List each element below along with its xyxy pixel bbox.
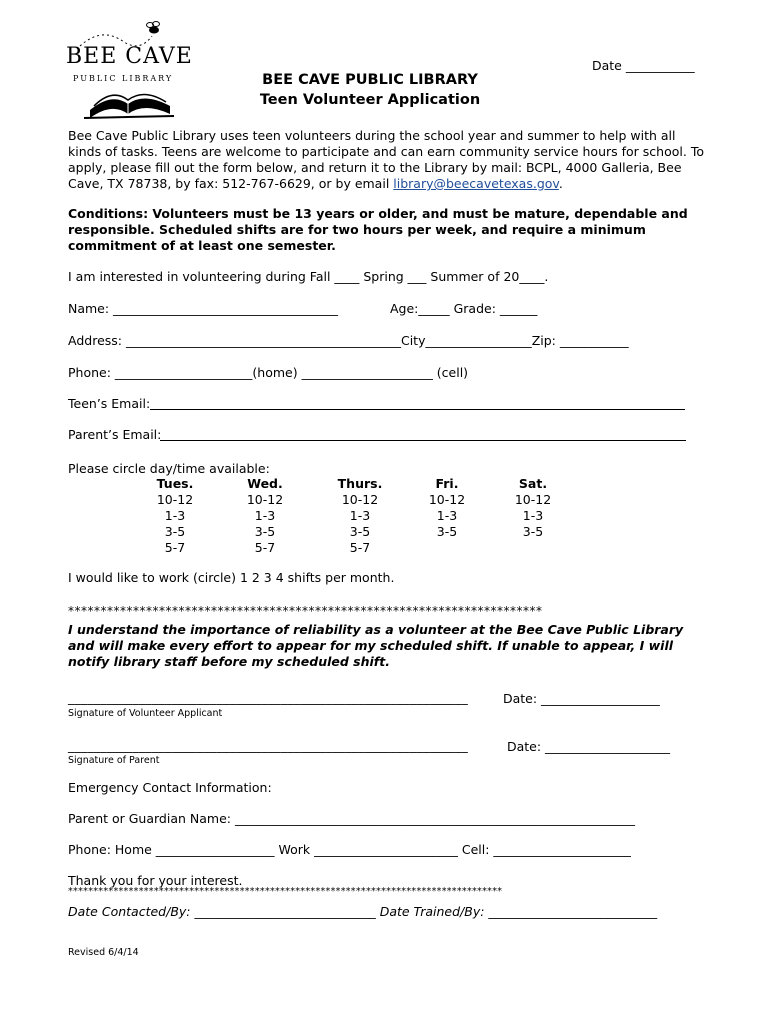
schedule-time[interactable]: 5-7 <box>349 540 371 555</box>
library-email-link[interactable]: library@beecavetexas.gov <box>393 176 559 191</box>
schedule-time[interactable]: 5-7 <box>254 540 276 555</box>
intro-end: . <box>558 176 563 191</box>
schedule-column-wed <box>230 476 300 556</box>
schedule-time[interactable]: 10-12 <box>428 492 466 507</box>
bee-open-book-logo-icon <box>62 18 197 122</box>
page-subtitle: Teen Volunteer Application <box>259 92 481 108</box>
emergency-title: Emergency Contact Information: <box>68 780 272 795</box>
schedule-day: Fri. <box>435 476 459 491</box>
parent-email-line[interactable] <box>160 440 686 441</box>
volunteer-signature-caption: Signature of Volunteer Applicant <box>68 708 223 719</box>
schedule-time[interactable]: 10-12 <box>156 492 194 507</box>
schedule-day: Thurs. <box>337 476 383 491</box>
schedule-column-sat <box>498 476 568 540</box>
schedule-time[interactable]: 10-12 <box>514 492 552 507</box>
date-field: Date ___________ <box>592 58 695 73</box>
schedule-time[interactable]: 3-5 <box>164 524 186 539</box>
schedule-time[interactable]: 10-12 <box>246 492 284 507</box>
revised-date: Revised 6/4/14 <box>68 947 139 958</box>
volunteer-signature-date[interactable]: Date: ___________________ <box>503 691 660 706</box>
schedule-time[interactable]: 5-7 <box>164 540 186 555</box>
intro-paragraph <box>68 128 708 192</box>
schedule-time[interactable]: 1-3 <box>349 508 371 523</box>
conditions-paragraph: Conditions: Volunteers must be 13 years or older, and must be mature, dependable and responsible. Scheduled shifts are for two hours per week, and require a minimum commitment of at least one semester. <box>68 206 688 253</box>
parent-signature-line[interactable]: ______________________________________________________________ <box>68 738 468 753</box>
parent-signature-caption: Signature of Parent <box>68 755 160 766</box>
schedule-time[interactable]: 3-5 <box>436 524 458 539</box>
parent-signature-date[interactable]: Date: ____________________ <box>507 739 671 754</box>
intro-text: Bee Cave Public Library uses teen volunteers during the school year and summer to help with all kinds of tasks. Teens are welcome to participate and can earn community service hours for school. To apply, please fill out the form below, and return it to the Library by mail: BCPL, 4000 Galleria, Bee Cave, TX 78738, by fax: 512-767-6629, or by email <box>68 128 704 191</box>
phone-field[interactable]: Phone: ______________________(home) _____________________ (cell) <box>68 365 469 380</box>
schedule-time[interactable]: 3-5 <box>254 524 276 539</box>
schedule-time[interactable]: 1-3 <box>436 508 458 523</box>
logo-subtitle: PUBLIC LIBRARY <box>73 74 174 83</box>
circle-label: Please circle day/time available: <box>68 461 270 476</box>
schedule-column-thurs <box>325 476 395 556</box>
shifts-line[interactable]: I would like to work (circle) 1 2 3 4 shifts per month. <box>68 570 395 585</box>
schedule-time[interactable]: 10-12 <box>341 492 379 507</box>
pledge-paragraph: I understand the importance of reliability as a volunteer at the Bee Cave Public Library and will make every effort to appear for my scheduled shift. If unable to appear, I will notify library staff before my scheduled shift. <box>68 622 684 669</box>
schedule-time[interactable]: 1-3 <box>522 508 544 523</box>
teen-email-line[interactable] <box>150 409 685 410</box>
volunteer-signature-line[interactable]: ______________________________________________________________ <box>68 690 468 705</box>
office-use-line[interactable]: Date Contacted/By: _____________________________ Date Trained/By: ___________________________ <box>68 904 658 919</box>
address-field[interactable]: Address: ____________________________________________City_________________Zip: ___________ <box>68 333 629 348</box>
logo-title: BEE CAVE <box>66 44 193 69</box>
library-logo <box>62 18 197 122</box>
interest-line[interactable]: I am interested in volunteering during Fall ____ Spring ___ Summer of 20____. <box>68 269 549 284</box>
thank-you-text: Thank you for your interest. <box>68 873 243 888</box>
schedule-time[interactable]: 3-5 <box>522 524 544 539</box>
emergency-phones-field[interactable]: Phone: Home ___________________ Work _______________________ Cell: ______________________ <box>68 842 631 857</box>
schedule-column-tues <box>140 476 210 556</box>
asterisk-divider: ************************************************************************* <box>68 604 543 618</box>
name-field[interactable]: Name: ____________________________________ <box>68 301 339 316</box>
age-grade-field[interactable]: Age:_____ Grade: ______ <box>390 301 538 316</box>
schedule-time[interactable]: 1-3 <box>164 508 186 523</box>
schedule-day: Tues. <box>156 476 194 491</box>
schedule-column-fri <box>412 476 482 540</box>
parent-email-label: Parent’s Email: <box>68 427 162 442</box>
page-title: BEE CAVE PUBLIC LIBRARY <box>262 72 478 88</box>
guardian-name-field[interactable]: Parent or Guardian Name: ________________________________________________________________ <box>68 811 635 826</box>
schedule-time[interactable]: 1-3 <box>254 508 276 523</box>
asterisk-divider: ************************************************************************************** <box>68 886 503 897</box>
schedule-time[interactable]: 3-5 <box>349 524 371 539</box>
teen-email-label: Teen’s Email: <box>68 396 151 411</box>
schedule-day: Wed. <box>247 476 283 491</box>
schedule-day: Sat. <box>518 476 548 491</box>
